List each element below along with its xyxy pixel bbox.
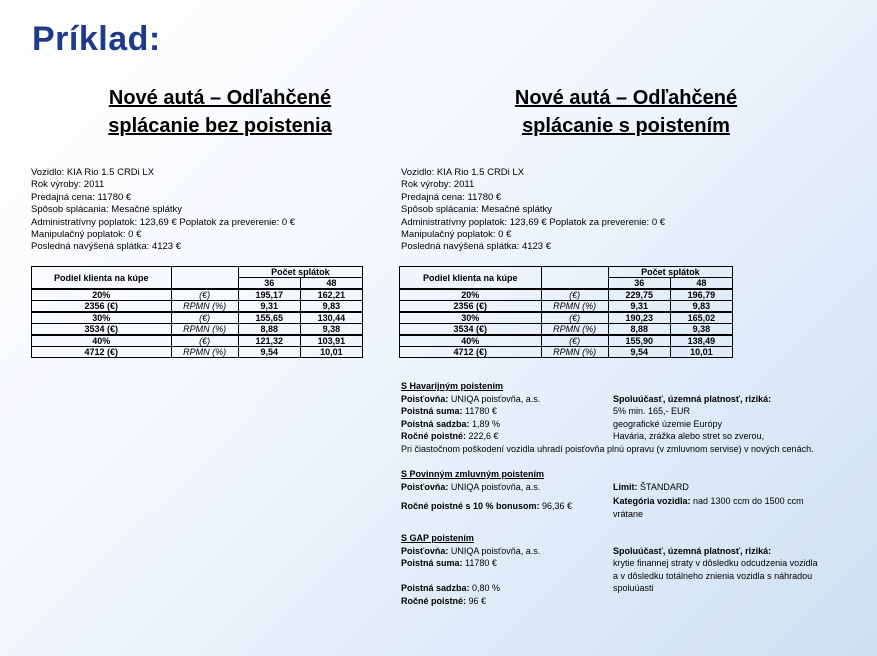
rate-value: 1,89 % [469, 418, 501, 429]
table-row [400, 335, 733, 347]
row-value-48: 9,38 [300, 324, 362, 336]
info-line: Posledná navýšená splátka: 4123 € [31, 241, 181, 253]
slide-title: Príklad: [32, 20, 161, 58]
header-term-48: 48 [300, 278, 362, 290]
row-value-36: 9,54 [238, 347, 300, 358]
risk-line: krytie finannej straty v dôsledku odcudzenia vozidla [613, 558, 818, 568]
row-unit: RPMN (%) [171, 324, 238, 336]
info-line: Predajná cena: 11780 € [401, 191, 502, 203]
row-value-48: 138,49 [670, 335, 732, 347]
insurer-value: UNIQA poisťovňa, a.s. [448, 481, 541, 492]
row-value-48: 10,01 [670, 347, 732, 358]
info-line: Manipulačný poplatok: 0 € [31, 229, 142, 241]
gap-heading: S GAP poistením [401, 533, 474, 543]
annual-label: Ročné poistné: [401, 431, 467, 441]
risk-line: geografické územie Európy [613, 418, 723, 429]
row-value-36: 8,88 [238, 324, 300, 336]
havaria-insurance-section [401, 380, 871, 455]
row-unit: (€) [541, 335, 608, 347]
row-label: 3534 (€) [32, 324, 172, 336]
left-column-title [40, 84, 400, 140]
row-unit: RPMN (%) [171, 347, 238, 358]
table-row [32, 312, 363, 324]
row-value-36: 9,31 [608, 301, 670, 313]
row-label: 40% [32, 335, 172, 347]
pzp-insurance-section [401, 468, 871, 520]
row-unit: (€) [171, 312, 238, 324]
header-installments: Počet splátok [238, 267, 362, 278]
annual-label: Ročné poistné s 10 % bonusom: [401, 501, 540, 511]
info-line: Administratívny poplatok: 123,69 € Poplatok za preverenie: 0 € [401, 216, 666, 228]
gap-insurance-section [401, 532, 871, 607]
table-row [400, 324, 733, 336]
annual-value: 96,36 € [539, 501, 573, 511]
sum-label: Poistná suma: [401, 558, 463, 568]
table-row [400, 301, 733, 313]
row-unit: RPMN (%) [541, 301, 608, 313]
left-vehicle-info [31, 167, 295, 254]
insurer-value: UNIQA poisťovňa, a.s. [448, 545, 541, 556]
row-value-48: 196,79 [670, 289, 732, 301]
annual-label: Ročné poistné: [401, 595, 467, 606]
info-line: Rok výroby: 2011 [31, 179, 105, 191]
risk-line: Havária, zrážka alebo stret so zverou, [613, 431, 765, 441]
row-value-36: 190,23 [608, 312, 670, 324]
row-label: 30% [400, 312, 542, 324]
row-value-36: 9,54 [608, 347, 670, 358]
row-value-48: 130,44 [300, 312, 362, 324]
table-row [32, 335, 363, 347]
annual-value: 96 € [466, 595, 487, 606]
row-value-36: 155,90 [608, 335, 670, 347]
category-line2: vrátane [613, 508, 644, 519]
header-blank [171, 267, 238, 290]
table-row [400, 289, 733, 301]
header-client-share: Podiel klienta na kúpe [32, 267, 172, 290]
info-line: Vozidlo: KIA Rio 1.5 CRDi LX [401, 167, 525, 178]
table-row [32, 324, 363, 336]
row-value-48: 9,83 [300, 301, 362, 313]
havaria-heading: S Havarijným poistením [401, 381, 504, 391]
rate-value: 0,80 % [469, 583, 501, 593]
info-line: Spôsob splácania: Mesačné splátky [401, 204, 553, 216]
row-value-48: 10,01 [300, 347, 362, 358]
sum-label: Poistná suma: [401, 406, 463, 416]
havaria-note: Pri čiastočnom poškodení vozidla uhradí poisťovňa plnú opravu (v zmluvnom servise) v nových cenách. [401, 443, 814, 454]
row-label: 4712 (€) [400, 347, 542, 358]
row-value-36: 9,31 [238, 301, 300, 313]
info-line: Administratívny poplatok: 123,69 € Poplatok za preverenie: 0 € [31, 216, 296, 228]
info-line: Manipulačný poplatok: 0 € [401, 229, 512, 241]
risk-line: a v dôsledku totálneho znienia vozidla s náhradou [613, 570, 813, 581]
row-value-36: 8,88 [608, 324, 670, 336]
risk-heading: Spoluúčasť, územná platnosť, riziká: [613, 545, 772, 556]
header-term-36: 36 [608, 278, 670, 290]
row-value-48: 103,91 [300, 335, 362, 347]
header-client-share: Podiel klienta na kúpe [400, 267, 542, 290]
right-title-line1: Nové autá – Odľahčené [514, 87, 738, 109]
row-value-36: 155,65 [238, 312, 300, 324]
left-title-line2: splácanie bez poistenia [108, 115, 332, 137]
row-label: 20% [32, 289, 172, 301]
rate-label: Poistná sadzba: [401, 583, 470, 593]
right-payment-table [399, 266, 733, 358]
sum-value: 11780 € [462, 558, 497, 568]
row-value-36: 229,75 [608, 289, 670, 301]
row-label: 3534 (€) [400, 324, 542, 336]
info-line: Vozidlo: KIA Rio 1.5 CRDi LX [31, 167, 155, 178]
header-term-48: 48 [670, 278, 732, 290]
row-value-48: 9,38 [670, 324, 732, 336]
table-row [32, 289, 363, 301]
row-label: 2356 (€) [32, 301, 172, 313]
row-unit: (€) [171, 335, 238, 347]
pzp-heading: S Povinným zmluvným poistením [401, 469, 545, 479]
left-title-line1: Nové autá – Odľahčené [108, 87, 332, 109]
info-line: Spôsob splácania: Mesačné splátky [31, 204, 183, 216]
rate-label: Poistná sadzba: [401, 418, 470, 429]
insurer-label: Poisťovňa: [401, 481, 449, 492]
insurer-label: Poisťovňa: [401, 545, 449, 556]
row-value-48: 9,83 [670, 301, 732, 313]
insurer-label: Poisťovňa: [401, 393, 449, 404]
limit-value: ŠTANDARD [637, 481, 689, 492]
row-value-48: 162,21 [300, 289, 362, 301]
row-unit: RPMN (%) [541, 324, 608, 336]
info-line: Posledná navýšená splátka: 4123 € [401, 241, 551, 253]
category-label: Kategória vozidla: [613, 496, 691, 506]
sum-value: 11780 € [462, 406, 497, 416]
row-label: 30% [32, 312, 172, 324]
row-unit: (€) [541, 312, 608, 324]
insurer-value: UNIQA poisťovňa, a.s. [448, 393, 541, 404]
info-line: Predajná cena: 11780 € [31, 191, 132, 203]
right-column-title [446, 84, 806, 140]
row-label: 2356 (€) [400, 301, 542, 313]
header-blank [541, 267, 608, 290]
right-vehicle-info [401, 167, 665, 254]
table-row [400, 347, 733, 358]
risk-line: 5% min. 165,- EUR [613, 406, 691, 416]
annual-value: 222,6 € [466, 431, 499, 441]
header-term-36: 36 [238, 278, 300, 290]
row-value-36: 195,17 [238, 289, 300, 301]
row-unit: (€) [171, 289, 238, 301]
row-unit: RPMN (%) [171, 301, 238, 313]
risk-line: spoluúasti [613, 583, 654, 593]
row-value-48: 165,02 [670, 312, 732, 324]
category-value: nad 1300 ccm do 1500 ccm [690, 496, 804, 506]
row-unit: (€) [541, 289, 608, 301]
row-unit: RPMN (%) [541, 347, 608, 358]
left-payment-table [31, 266, 363, 358]
table-row [32, 347, 363, 358]
right-title-line2: splácanie s poistením [522, 115, 730, 137]
row-label: 20% [400, 289, 542, 301]
info-line: Rok výroby: 2011 [401, 179, 475, 191]
limit-label: Limit: [613, 481, 638, 492]
risk-heading: Spoluúčasť, územná platnosť, riziká: [613, 393, 772, 404]
table-row [32, 301, 363, 313]
row-label: 4712 (€) [32, 347, 172, 358]
table-row [400, 312, 733, 324]
row-label: 40% [400, 335, 542, 347]
header-installments: Počet splátok [608, 267, 732, 278]
row-value-36: 121,32 [238, 335, 300, 347]
